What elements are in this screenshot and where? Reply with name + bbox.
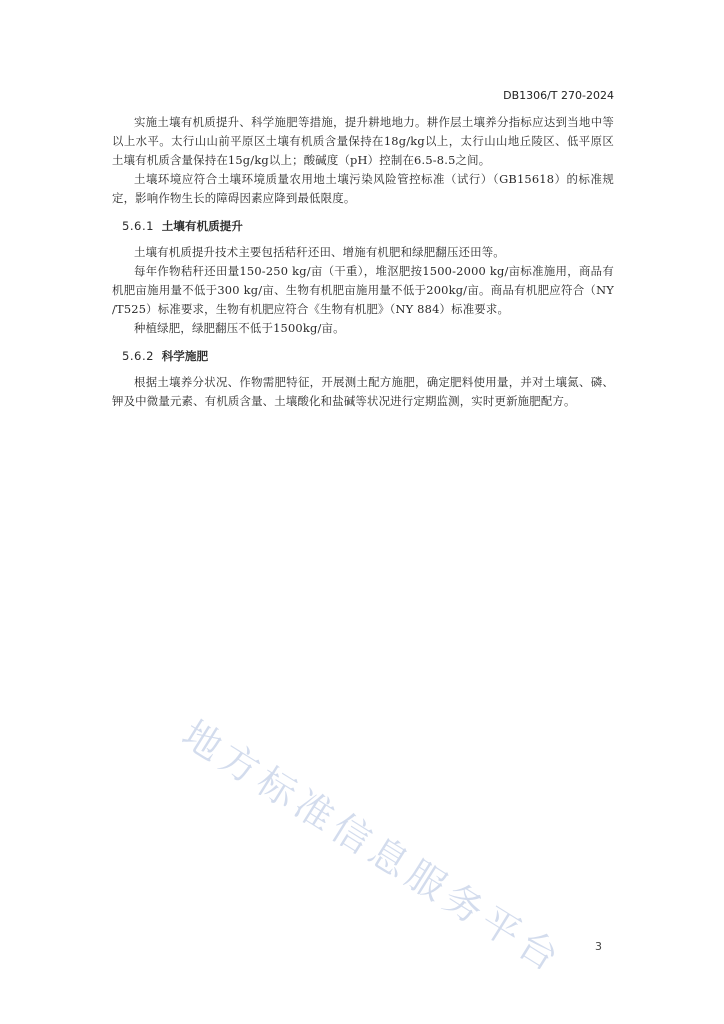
paragraph-soil-fertility: 实施土壤有机质提升、科学施肥等措施，提升耕地地力。耕作层土壤养分指标应达到当地中等以上水平。太行山山前平原区土壤有机质含量保持在18g/kg以上，太行山山地丘陵区、低平原区土壤有机质含量保持在15g/kg以上；酸碱度（pH）控制在6.5-8.5之间。 [112,115,614,167]
document-code: DB1306/T 270-2024 [503,89,614,102]
document-body [112,113,614,411]
section-heading-5-6-1 [112,217,614,236]
paragraph-soil-environment: 土壤环境应符合土壤环境质量农用地土壤污染风险管控标准（试行）（GB15618）的标准规定，影响作物生长的障碍因素应降到最低限度。 [112,172,614,205]
paragraph-straw-return: 每年作物秸秆还田量150-250 kg/亩（干重），堆沤肥按1500-2000 kg/亩标准施用，商品有机肥亩施用量不低于300 kg/亩、生物有机肥亩施用量不低于200kg/亩。商品有机肥应符合（NY /T525）标准要求，生物有机肥应符合《生物有机肥》（NY 884）标准要求。 [112,264,614,316]
paragraph-green-manure: 种植绿肥，绿肥翻压不低于1500kg/亩。 [134,321,345,335]
section-title: 科学施肥 [161,349,209,363]
paragraph-scientific-fertilization: 根据土壤养分状况、作物需肥特征，开展测土配方施肥，确定肥料使用量，并对土壤氮、磷、钾及中微量元素、有机质含量、土壤酸化和盐碱等状况进行定期监测，实时更新施肥配方。 [112,375,614,408]
watermark: 地方标准信息服务平台 [174,711,571,983]
section-number: 5.6.1 [122,219,154,233]
paragraph-organic-matter-tech: 土壤有机质提升技术主要包括秸秆还田、增施有机肥和绿肥翻压还田等。 [134,245,505,259]
section-number: 5.6.2 [122,349,154,363]
section-title: 土壤有机质提升 [161,219,243,233]
section-heading-5-6-2 [112,347,614,366]
page-number: 3 [595,940,602,953]
